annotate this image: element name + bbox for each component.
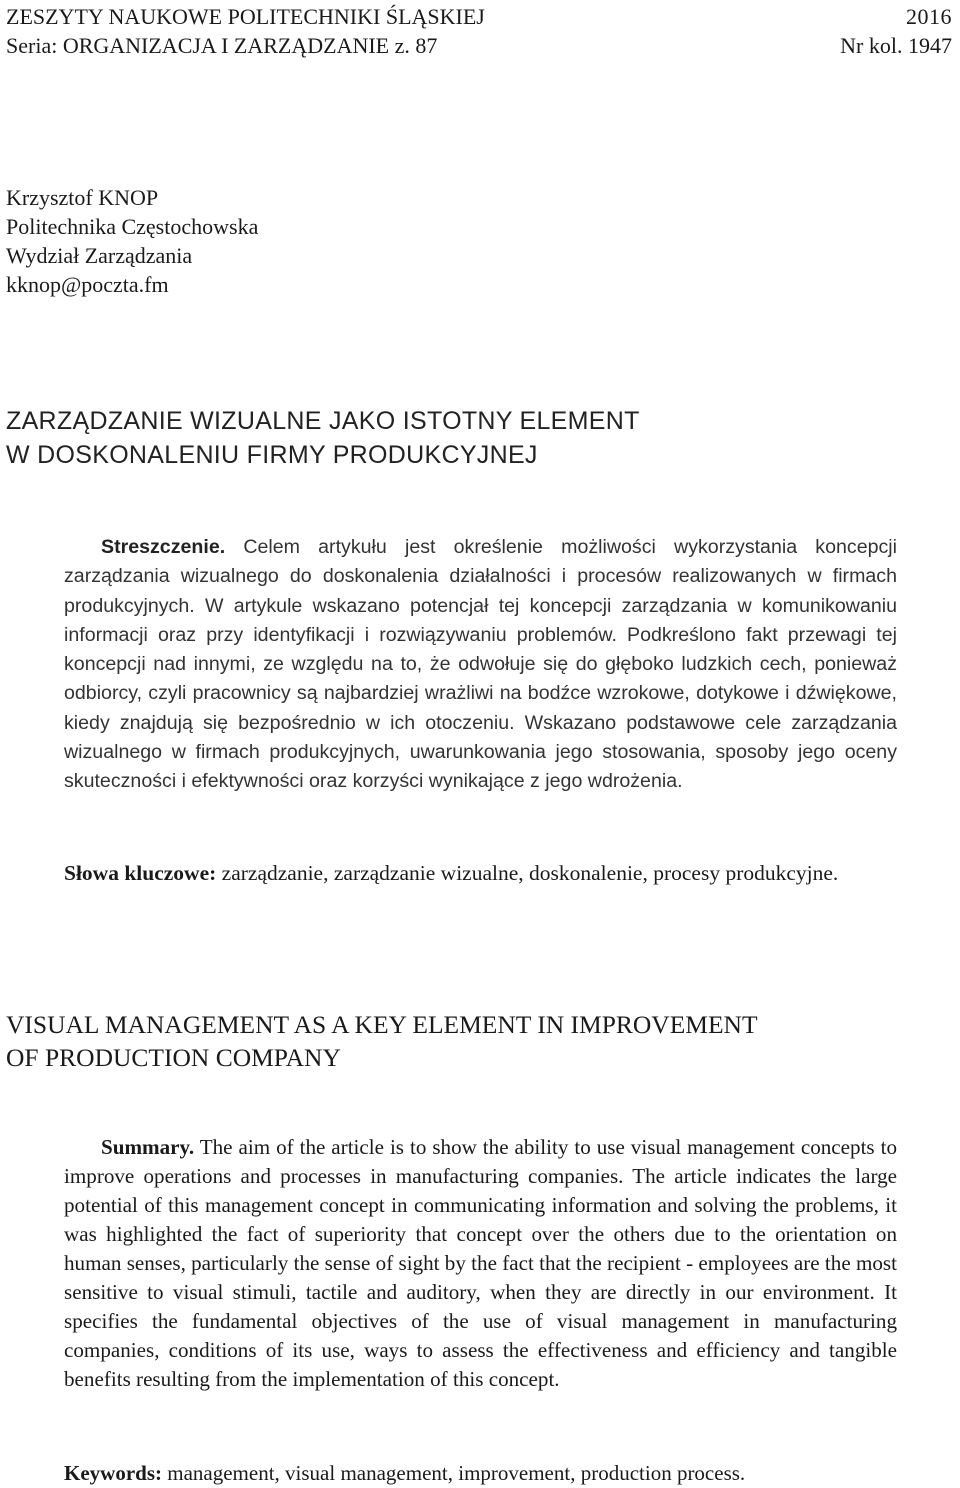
author-name: Krzysztof KNOP [6,185,159,210]
keywords-polish-text: zarządzanie, zarządzanie wizualne, doskonalenie, procesy produkcyjne. [216,861,839,885]
journal-name: ZESZYTY NAUKOWE POLITECHNIKI ŚLĄSKIEJ [6,4,485,29]
author-institution: Politechnika Częstochowska [6,214,259,239]
author-block [6,183,258,299]
author-faculty: Wydział Zarządzania [6,243,193,268]
title-polish-line1: ZARZĄDZANIE WIZUALNE JAKO ISTOTNY ELEMENT [6,407,640,435]
title-polish-line2: W DOSKONALENIU FIRMY PRODUKCYJNEJ [6,441,538,469]
abstract-polish-label: Streszczenie. [101,536,226,558]
keywords-english-text: management, visual management, improvement, production process. [162,1461,746,1485]
abstract-english-label: Summary. [101,1135,195,1159]
keywords-polish-label: Słowa kluczowe: [64,861,217,885]
abstract-polish [64,533,897,797]
title-polish [6,404,640,472]
journal-year: 2016 [906,4,952,29]
abstract-english-text: The aim of the article is to show the ability to use visual management concepts to improve operations and processes in manufacturing companies. The article indicates the large potential of this management concept in communicating information and solving the problems, it was highlighted the fact of superiority that concept over the others due to the orientation on human senses, particularly the sense of sight by the fact that the recipient - employees are the most sensitive to visual stimuli, tactile and auditory, when they are directly in our environment. It specifies the fundamental objectives of the use of visual management in manufacturing companies, conditions of its use, ways to assess the effectiveness and efficiency and tangible benefits resulting from the implementation of this concept. [64,1135,897,1391]
title-english-line1: VISUAL MANAGEMENT AS A KEY ELEMENT IN IMPROVEMENT [6,1010,758,1039]
issue-number: Nr kol. 1947 [840,33,952,58]
series-header [6,34,952,58]
title-english [6,1008,758,1074]
keywords-english-label: Keywords: [64,1461,162,1485]
title-english-line2: OF PRODUCTION COMPANY [6,1043,341,1072]
keywords-polish [64,859,897,888]
abstract-english [64,1133,897,1394]
author-email: kknop@poczta.fm [6,272,169,297]
keywords-english [64,1459,745,1488]
journal-header [6,5,952,29]
series-name: Seria: ORGANIZACJA I ZARZĄDZANIE z. 87 [6,33,438,58]
abstract-polish-text: Celem artykułu jest określenie możliwości wykorzystania koncepcji zarządzania wizualnego do doskonalenia działalności i procesów realizowanych w firmach produkcyjnych. W artykule wskazano potencjał tej koncepcji zarządzania w komunikowaniu informacji oraz przy identyfikacji i rozwiązywaniu problemów. Podkreślono fakt przewagi tej koncepcji nad innymi, ze względu na to, że odwołuje się do głęboko ludzkich cech, ponieważ odbiorcy, czyli pracownicy są najbardziej wrażliwi na bodźce wzrokowe, dotykowe i dźwiękowe, kiedy znajdują się bezpośrednio w ich otoczeniu. Wskazano podstawowe cele zarządzania wizualnego w firmach produkcyjnych, uwarunkowania jego stosowania, sposoby jego oceny skuteczności i efektywności oraz korzyści wynikające z jego wdrożenia. [64,536,897,793]
